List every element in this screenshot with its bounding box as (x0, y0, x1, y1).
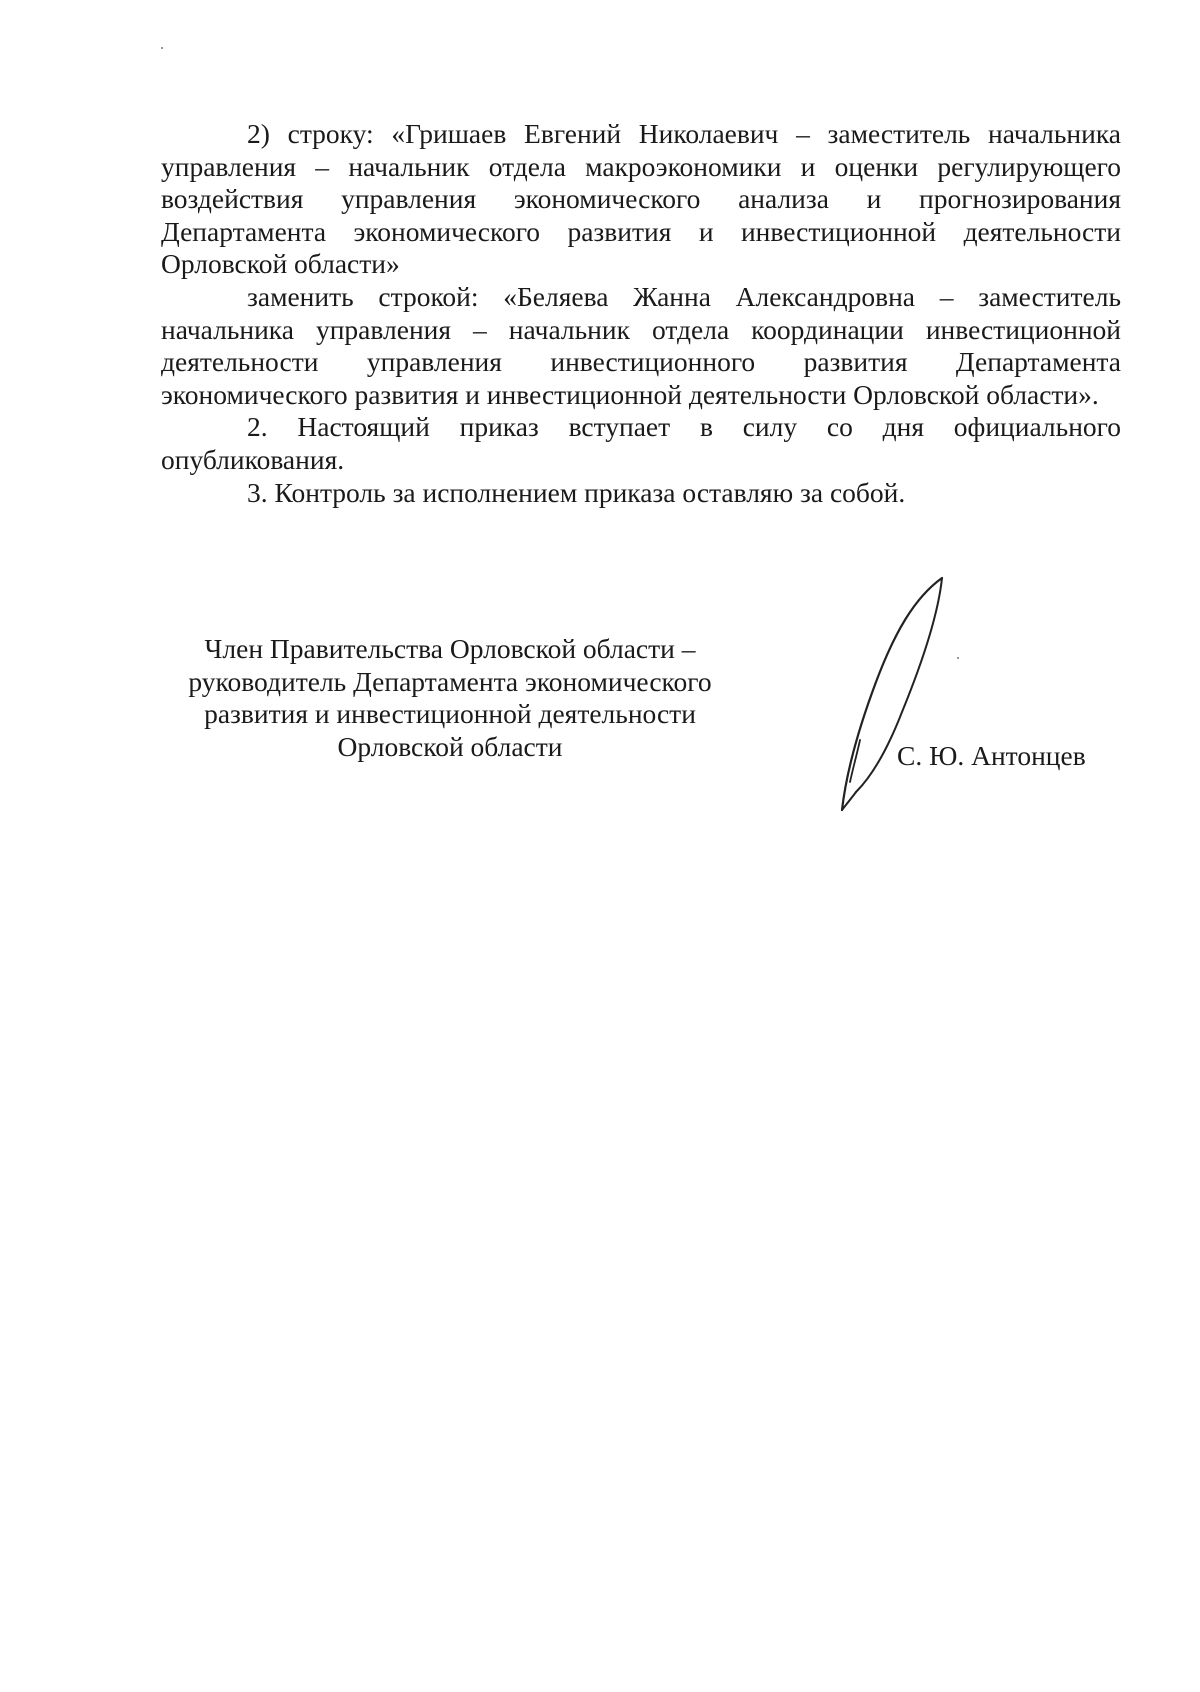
scan-speck (161, 47, 163, 49)
signatory-position-line: Член Правительства Орловской области – (204, 633, 696, 664)
signatory-position-line: Орловской области (337, 730, 563, 762)
paragraph-control: 3. Контроль за исполнением приказа оставляю за собой. (247, 476, 906, 508)
handwritten-signature (820, 570, 960, 820)
document-body (161, 118, 1121, 509)
signatory-position-line: руководитель Департамента экономического (188, 665, 712, 697)
paragraph-effective-date: 2. Настоящий приказ вступает в силу со дня официального опубликования. (161, 411, 1121, 475)
paragraph-replace-with: заменить строкой: «Беляева Жанна Александровна – заместитель начальника управления – начальник отдела координации инвестиционной деятельности управления инвестиционного развития Департамента экономического развития и инвестиционной деятельности Орловской области». (161, 280, 1121, 410)
signatory-position-line: развития и инвестиционной деятельности (204, 698, 696, 730)
signatory-position (150, 633, 750, 763)
paragraph-replace-line: 2) строку: «Гришаев Евгений Николаевич – заместитель начальника управления – начальник отдела макроэкономики и оценки регулирующего воздействия управления экономического анализа и прогнозирования Департамента экономического развития и инвестиционной деятельности Орловской области» (161, 118, 1121, 280)
signatory-name: С. Ю. Антонцев (897, 740, 1086, 771)
